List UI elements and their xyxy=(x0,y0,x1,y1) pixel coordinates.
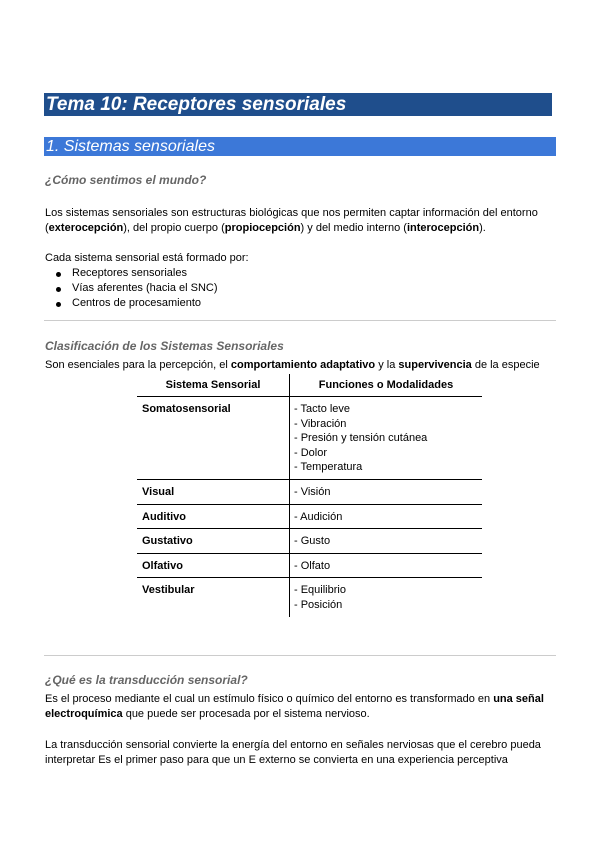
system-cell: Somatosensorial xyxy=(137,397,290,480)
list-item: Receptores sensoriales xyxy=(55,266,218,281)
page-title: Tema 10: Receptores sensoriales xyxy=(44,93,552,116)
function-item: - Gusto xyxy=(294,535,331,548)
intro-paragraph xyxy=(45,206,555,236)
function-item: - Presión y tensión cutánea xyxy=(294,432,428,445)
transd-text: que puede ser procesada por el sistema nervioso. xyxy=(122,708,370,720)
intro-text: ), del propio cuerpo ( xyxy=(123,222,225,234)
term-senal-electroquimica: una señal electroquímica xyxy=(45,693,544,720)
function-item: - Posición xyxy=(294,598,343,611)
term-comportamiento: comportamiento adaptativo xyxy=(230,359,376,371)
last-line-1: La transducción sensorial convierte la energía del entorno en señales nerviosas que el cerebro pueda xyxy=(45,739,541,751)
system-cell: Visual xyxy=(137,479,290,504)
intro-text: ). xyxy=(479,222,486,234)
component-list xyxy=(55,266,218,311)
function-item: - Olfato xyxy=(294,559,331,572)
system-cell: Gustativo xyxy=(137,529,290,554)
classif-text: Son esenciales para la percepción, el xyxy=(45,359,231,371)
term-supervivencia: supervivencia xyxy=(398,359,472,371)
function-item: - Vibración xyxy=(294,417,347,430)
transduction-paragraph xyxy=(45,692,555,722)
function-item: - Visión xyxy=(294,485,331,498)
list-item: Centros de procesamiento xyxy=(55,296,218,311)
table-row xyxy=(137,504,482,529)
function-item: - Dolor xyxy=(294,446,328,459)
function-item: - Audición xyxy=(294,510,343,523)
divider xyxy=(44,655,556,656)
cada-sistema-text: Cada sistema sensorial está formado por: xyxy=(45,252,249,264)
classif-text: de la especie xyxy=(471,359,540,371)
term-interocepcion: interocepción xyxy=(406,222,480,234)
transd-text: Es el proceso mediante el cual un estímulo físico o químico del entorno es transformado en xyxy=(45,693,494,705)
system-cell: Auditivo xyxy=(137,504,290,529)
function-item: - Temperatura xyxy=(294,461,363,474)
functions-cell xyxy=(290,578,483,617)
subheading-transduccion: ¿Qué es la transducción sensorial? xyxy=(45,673,248,687)
functions-cell xyxy=(290,397,483,480)
table-header-row xyxy=(137,374,482,397)
functions-cell xyxy=(290,504,483,529)
table-row xyxy=(137,553,482,578)
system-cell: Olfativo xyxy=(137,553,290,578)
intro-line-1: Los sistemas sensoriales son estructuras biológicas que nos permiten captar información del entorno xyxy=(45,207,538,219)
last-line-2: interpretar Es el primer paso para que un E externo se convierta en una experiencia perceptiva xyxy=(45,754,508,766)
classif-paragraph xyxy=(45,358,555,373)
table-row xyxy=(137,529,482,554)
classif-text: y la xyxy=(375,359,399,371)
function-item: - Equilibrio xyxy=(294,584,346,597)
function-item: - Tacto leve xyxy=(294,403,351,415)
table-row xyxy=(137,397,482,480)
divider xyxy=(44,320,556,321)
functions-cell xyxy=(290,529,483,554)
term-exterocepcion: exterocepción xyxy=(48,222,124,234)
sensory-systems-table xyxy=(137,374,482,617)
column-header-system: Sistema Sensorial xyxy=(137,374,290,397)
system-cell: Vestibular xyxy=(137,578,290,617)
column-header-functions: Funciones o Modalidades xyxy=(290,374,483,397)
subheading-clasificacion: Clasificación de los Sistemas Sensoriales xyxy=(45,339,284,353)
table-row xyxy=(137,578,482,617)
list-item: Vías aferentes (hacia el SNC) xyxy=(55,281,218,296)
section-heading: 1. Sistemas sensoriales xyxy=(44,137,556,156)
functions-cell xyxy=(290,479,483,504)
intro-text: ) y del medio interno ( xyxy=(300,222,407,234)
subheading-como-sentimos: ¿Cómo sentimos el mundo? xyxy=(45,173,207,187)
intro-text: ( xyxy=(45,222,49,234)
intro-line-2 xyxy=(45,221,555,236)
table-row xyxy=(137,479,482,504)
last-paragraph xyxy=(45,738,555,768)
functions-cell xyxy=(290,553,483,578)
term-propiocepcion: propiocepción xyxy=(224,222,301,234)
